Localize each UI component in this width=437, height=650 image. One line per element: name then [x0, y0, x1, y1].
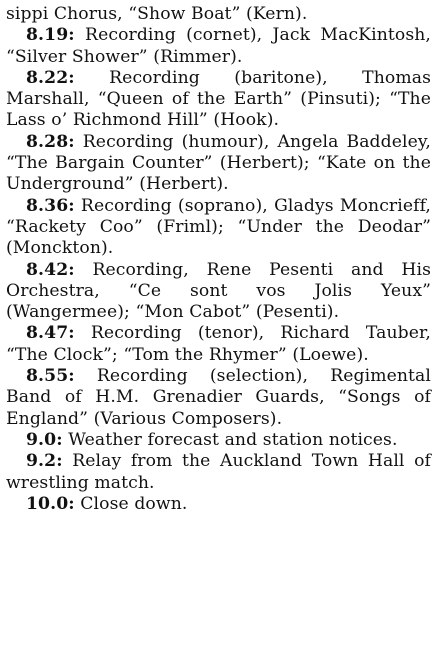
entry-text: Recording (cornet), Jack MacKintosh, “Silver Shower” (Rimmer).	[6, 25, 431, 67]
entry-time: 8.42:	[26, 259, 75, 280]
entry-text: Weather forecast and station notices.	[62, 429, 398, 450]
entry-time: 8.36:	[26, 195, 75, 216]
programme-entry	[6, 260, 431, 324]
entry-time: 9.2:	[26, 451, 63, 472]
entry-text: Relay from the Auckland Town Hall of wrestling match.	[6, 451, 431, 493]
entry-text: Close down.	[74, 493, 188, 514]
entry-text: Recording (baritone), Thomas Marshall, “Queen of the Earth” (Pinsuti); “The Lass o’ Richmond Hill” (Hook).	[6, 67, 431, 131]
programme-entry	[6, 430, 431, 451]
programme-entry	[6, 132, 431, 196]
programme-entry	[6, 323, 431, 366]
programme-entry	[6, 4, 431, 25]
programme-entry	[6, 494, 431, 515]
entry-text: Recording (soprano), Gladys Moncrieff, “Rackety Coo” (Friml); “Under the Deodar” (Monckton).	[6, 195, 431, 259]
programme-entry	[6, 68, 431, 132]
entry-time: 10.0:	[26, 493, 75, 514]
entry-time: 8.19:	[26, 25, 75, 46]
entry-time: 9.0:	[26, 429, 63, 450]
entry-time: 8.22:	[26, 67, 75, 88]
entry-text: Recording, Rene Pesenti and His Orchestra, “Ce sont vos Jolis Yeux” (Wangermee); “Mon Cabot” (Pesenti).	[6, 259, 431, 323]
programme-entry	[6, 366, 431, 430]
entry-text: Recording (tenor), Richard Tauber, “The Clock”; “Tom the Rhymer” (Loewe).	[6, 323, 431, 365]
programme-entry	[6, 196, 431, 260]
entry-text: Recording (humour), Angela Baddeley, “The Bargain Counter” (Herbert); “Kate on the Underground” (Herbert).	[6, 131, 431, 195]
entry-time: 8.55:	[26, 366, 75, 387]
entry-text: sippi Chorus, “Show Boat” (Kern).	[6, 4, 308, 24]
programme-entry	[6, 451, 431, 494]
entry-time: 8.28:	[26, 131, 75, 152]
entry-time: 8.47:	[26, 323, 75, 344]
entry-text: Recording (selection), Regimental Band of H.M. Grenadier Guards, “Songs of England” (Various Composers).	[6, 366, 431, 429]
programme-entry	[6, 25, 431, 68]
